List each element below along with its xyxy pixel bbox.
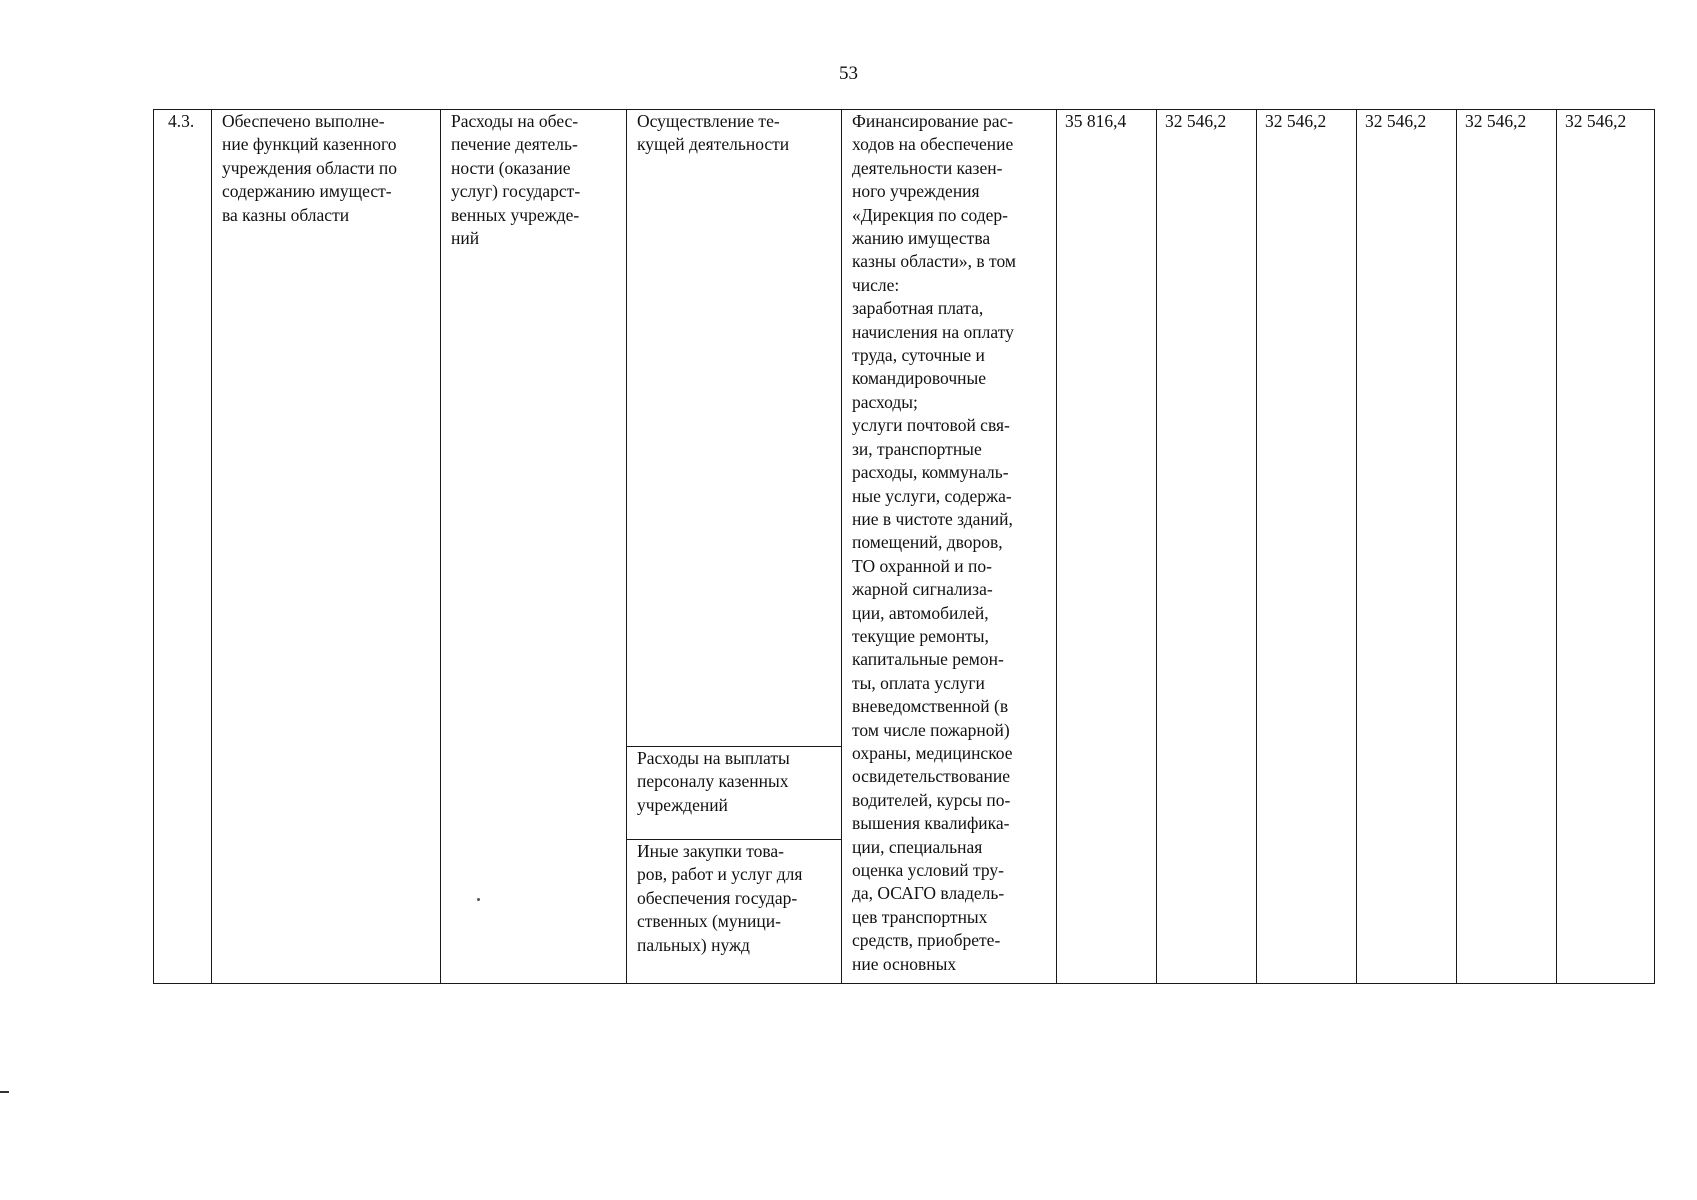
financing-line: вышения квалифика- xyxy=(852,813,1010,834)
value-cell xyxy=(1457,110,1557,984)
table-row xyxy=(154,110,1655,984)
page-number: 53 xyxy=(839,63,858,84)
result-line: Обеспечено выполне- xyxy=(222,111,385,131)
financing-line: освидетельствование xyxy=(852,766,1010,787)
financing-line: ного учреждения xyxy=(852,181,980,202)
activity-line: Осуществление те- xyxy=(637,111,780,131)
value-cell xyxy=(1257,110,1357,984)
financing-line: числе: xyxy=(852,274,900,295)
financing-line: ТО охранной и по- xyxy=(852,555,992,576)
activity-cell xyxy=(627,110,842,984)
expense-type-line: венных учрежде- xyxy=(451,204,580,225)
scan-dot xyxy=(477,898,480,901)
financing-line: зи, транспортные xyxy=(852,438,982,459)
expense-type-line: печение деятель- xyxy=(451,134,578,155)
financing-line: начисления на оплату xyxy=(852,321,1014,342)
value-cell xyxy=(1157,110,1257,984)
margin-mark xyxy=(0,1091,9,1093)
value: 32 546,2 xyxy=(1165,111,1227,131)
financing-line: Финансирование рас- xyxy=(852,111,1014,131)
financing-line: ние основных xyxy=(852,953,957,974)
row-index-cell xyxy=(154,110,212,984)
financing-line: водителей, курсы по- xyxy=(852,789,1011,810)
value-cell xyxy=(1357,110,1457,984)
financing-line: ные услуги, содержа- xyxy=(852,485,1012,506)
financing-line: цев транспортных xyxy=(852,906,988,927)
activity-line: учреждений xyxy=(637,794,728,815)
financing-line: охраны, медицинское xyxy=(852,742,1013,763)
expense-type-line: услуг) государст- xyxy=(451,181,581,202)
activity-line: персоналу казенных xyxy=(637,771,789,792)
result-line: ние функций казенного xyxy=(222,134,397,155)
financing-line: вневедомственной (в xyxy=(852,696,1009,717)
financing-line: заработная плата, xyxy=(852,298,984,319)
financing-line: казны области», в том xyxy=(852,251,1016,272)
financing-line: ции, автомобилей, xyxy=(852,602,989,623)
financing-line: ние в чистоте зданий, xyxy=(852,508,1013,529)
activity-line: пальных) нужд xyxy=(637,934,750,955)
financing-line: оценка условий тру- xyxy=(852,860,1004,880)
value-cell xyxy=(1557,110,1655,984)
activity-line: кущей деятельности xyxy=(637,134,790,155)
expenditure-table xyxy=(153,109,1655,984)
expense-type-line: Расходы на обес- xyxy=(451,111,579,131)
result-description-cell xyxy=(212,110,441,984)
value: 32 546,2 xyxy=(1265,111,1327,131)
financing-line: услуги почтовой свя- xyxy=(852,415,1010,436)
result-line: ва казны области xyxy=(222,204,350,225)
value: 32 546,2 xyxy=(1565,111,1627,131)
value-cell xyxy=(1057,110,1157,984)
value: 32 546,2 xyxy=(1365,111,1427,131)
financing-line: «Дирекция по содер- xyxy=(852,204,1008,225)
activity-line: Расходы на выплаты xyxy=(637,748,790,768)
expense-type-cell xyxy=(441,110,627,984)
financing-line: да, ОСАГО владель- xyxy=(852,883,1005,904)
financing-line: ходов на обеспечение xyxy=(852,134,1014,155)
result-line: содержанию имущест- xyxy=(222,181,392,202)
activity-line: ственных (муници- xyxy=(637,911,781,932)
financing-line: капитальные ремон- xyxy=(852,649,1004,670)
value: 35 816,4 xyxy=(1065,111,1127,131)
activity-line: обеспечения государ- xyxy=(637,887,798,908)
financing-line: расходы, коммуналь- xyxy=(852,462,1009,483)
financing-line: том числе пожарной) xyxy=(852,719,1010,740)
activity-current xyxy=(627,110,841,157)
financing-line: жарной сигнализа- xyxy=(852,579,993,600)
activity-line: ров, работ и услуг для xyxy=(637,864,803,885)
financing-line: расходы; xyxy=(852,391,918,412)
activity-procurement xyxy=(627,839,841,957)
financing-line: труда, суточные и xyxy=(852,345,985,366)
financing-line: жанию имущества xyxy=(852,228,991,249)
financing-line: ции, специальная xyxy=(852,836,983,857)
activity-personnel xyxy=(627,746,841,817)
financing-line: командировочные xyxy=(852,368,987,389)
result-line: учреждения области по xyxy=(222,157,397,178)
activity-line: Иные закупки това- xyxy=(637,841,784,861)
expense-type-line: ний xyxy=(451,228,480,249)
financing-description-cell xyxy=(842,110,1057,984)
financing-line: средств, приобрете- xyxy=(852,930,1001,951)
value: 32 546,2 xyxy=(1465,111,1527,131)
expense-type-line: ности (оказание xyxy=(451,157,571,178)
financing-line: помещений, дворов, xyxy=(852,532,1003,553)
financing-line: текущие ремонты, xyxy=(852,625,989,646)
financing-line: ты, оплата услуги xyxy=(852,672,985,693)
row-index: 4.3. xyxy=(168,111,195,131)
financing-line: деятельности казен- xyxy=(852,157,1003,178)
